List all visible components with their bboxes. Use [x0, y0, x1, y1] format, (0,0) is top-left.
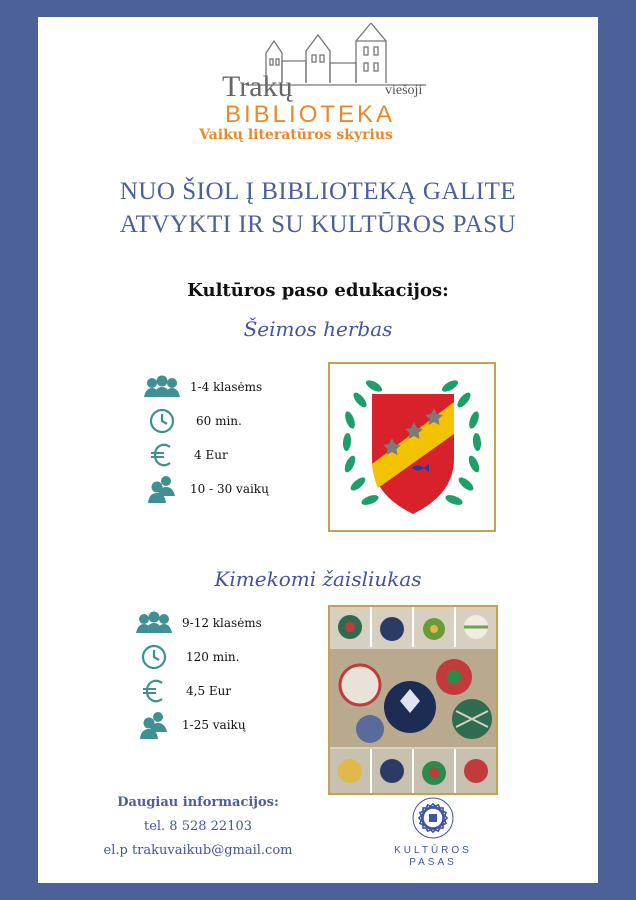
department-name: Vaikų literatūros skyrius [199, 127, 393, 143]
program-1-grades-row [142, 373, 262, 401]
program-1-duration: 60 min. [196, 414, 242, 428]
program-title-kimekomi: Kimekomi žaisliukas [214, 567, 422, 591]
euro-icon [142, 441, 182, 469]
program-2-grades-row [134, 609, 262, 637]
coat-of-arms-image [328, 362, 496, 532]
program-2-group-size: 1-25 vaikų [182, 718, 246, 732]
program-2-group-row [134, 711, 246, 739]
program-1-price: 4 Eur [194, 448, 228, 462]
clock-icon [134, 643, 174, 671]
kulturos-pasas-logo-icon [408, 793, 458, 843]
contact-email[interactable]: el.p trakuvaikub@gmail.com [103, 843, 293, 858]
partner-logo-line-1: KULTŪROS [394, 845, 472, 856]
group-icon [142, 373, 182, 401]
contact-heading: Daugiau informacijos: [117, 795, 279, 810]
program-2-duration-row [134, 643, 239, 671]
people-icon [134, 711, 174, 739]
kimekomi-collage-image [328, 605, 498, 795]
program-2-grades: 9-12 klasėms [182, 616, 262, 630]
people-icon [142, 475, 182, 503]
subheading: Kultūros paso edukacijos: [187, 280, 449, 301]
euro-icon [134, 677, 174, 705]
headline-line-2: ATVYKTI IR SU KULTŪROS PASU [119, 211, 517, 238]
program-1-duration-row [142, 407, 242, 435]
contact-phone[interactable]: tel. 8 528 22103 [143, 819, 253, 834]
program-1-price-row [142, 441, 228, 469]
program-2-price-row [134, 677, 231, 705]
poster [38, 17, 598, 883]
clock-icon [142, 407, 182, 435]
headline-line-1: NUO ŠIOL Į BIBLIOTEKĄ GALITE [119, 178, 517, 205]
program-2-duration: 120 min. [186, 650, 240, 664]
program-2-price: 4,5 Eur [186, 684, 232, 698]
program-1-group-size: 10 - 30 vaikų [190, 482, 269, 496]
program-1-group-row [142, 475, 269, 503]
program-1-grades: 1-4 klasėms [190, 380, 263, 394]
kulturos-pasas-logo-text [388, 845, 478, 869]
logo-word-viesoji: viešoji [385, 83, 423, 98]
headline [38, 175, 598, 241]
logo-word-biblioteka: BIBLIOTEKA [225, 101, 396, 128]
program-title-seimos-herbas: Šeimos herbas [243, 317, 393, 341]
logo-word-traku: Trakų [222, 70, 293, 103]
group-icon [134, 609, 174, 637]
partner-logo-line-2: PASAS [409, 857, 457, 868]
